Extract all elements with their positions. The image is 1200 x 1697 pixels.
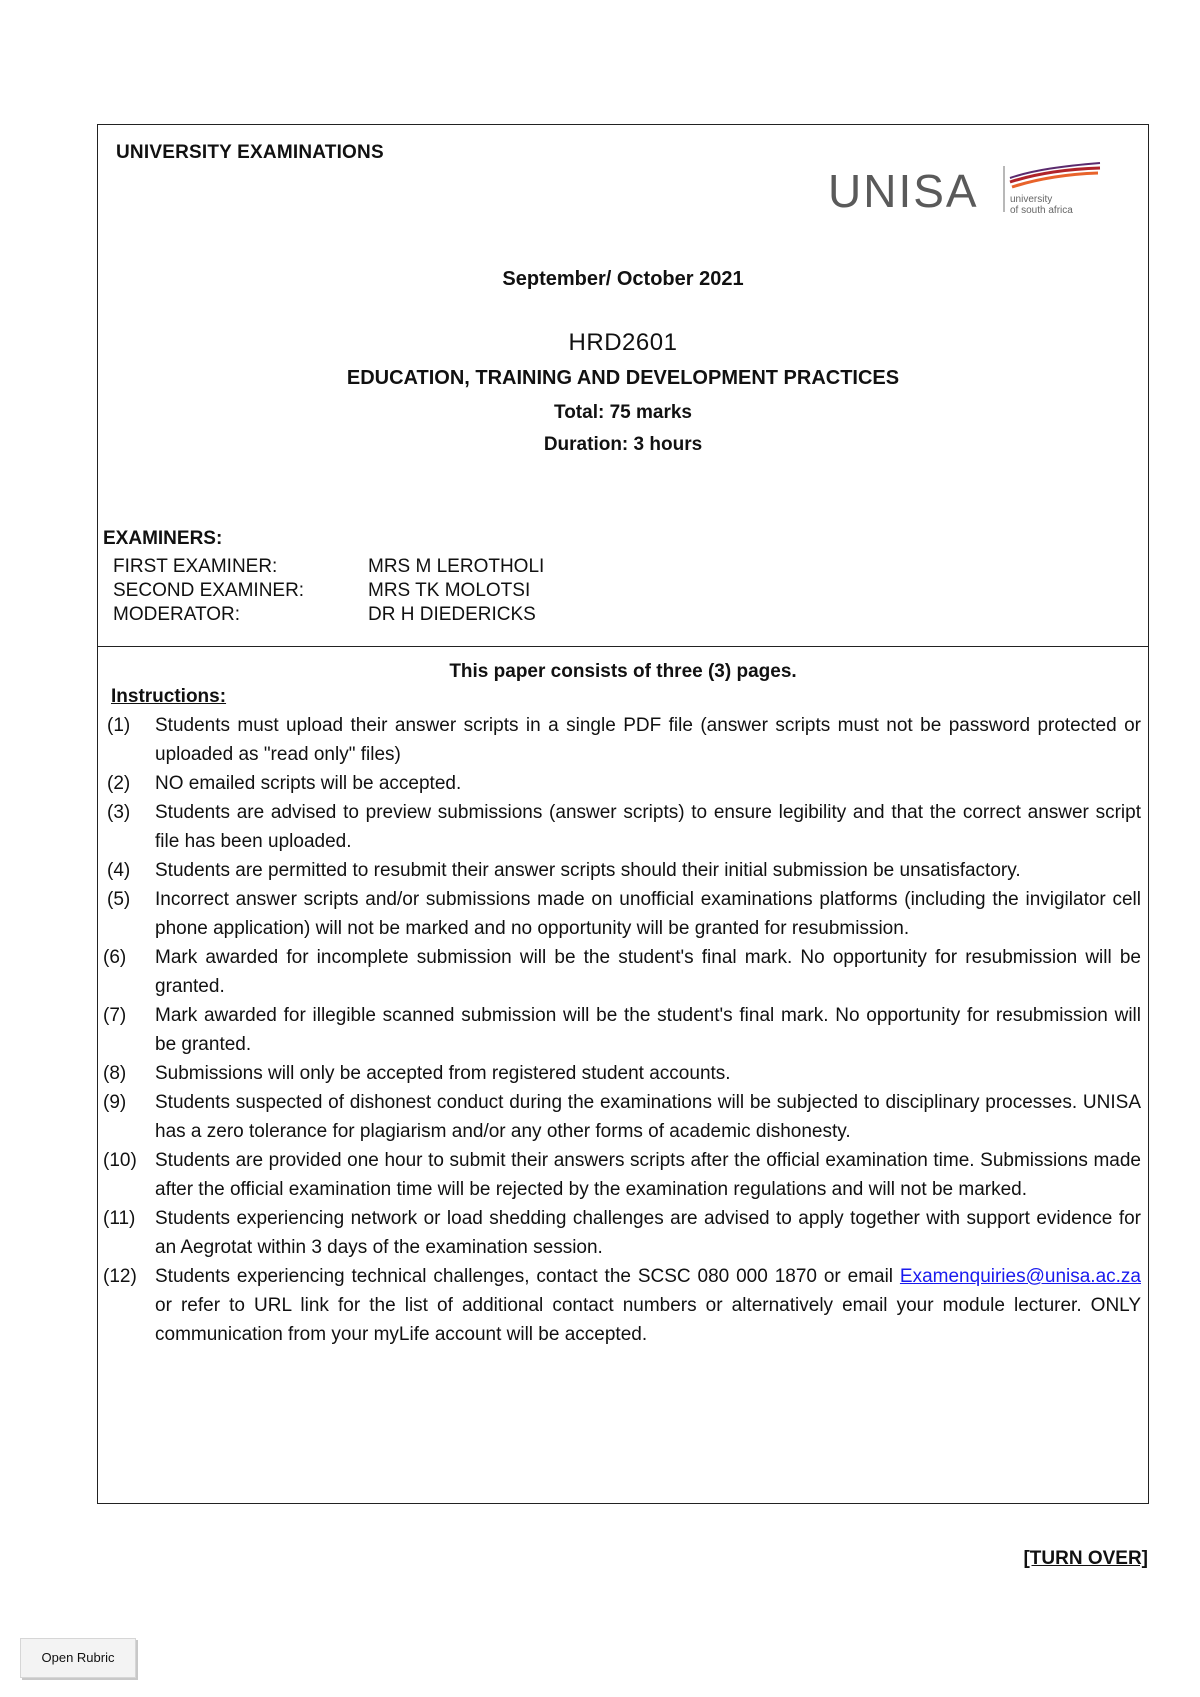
instruction-item: [103, 1262, 1141, 1349]
instruction-text: Students must upload their answer scripts in a single PDF file (answer scripts must not be password protected or uploaded as "read only" files): [155, 715, 1141, 765]
instruction-number: (8): [103, 1063, 127, 1084]
open-rubric-button[interactable]: Open Rubric: [20, 1638, 136, 1678]
instruction-number: (1): [107, 715, 131, 736]
examiner-row-second: [113, 580, 813, 604]
examiner-name: MRS M LEROTHOLI: [368, 556, 545, 577]
instruction-number: (7): [103, 1005, 127, 1026]
examiners-heading: EXAMINERS:: [103, 528, 223, 549]
instruction-item: [103, 943, 1141, 1001]
instruction-number: (11): [103, 1208, 136, 1229]
instructions-heading: Instructions:: [111, 686, 227, 707]
instruction-text: Students experiencing network or load shedding challenges are advised to apply together with support evidence for an Aegrotat within 3 days of the examination session.: [155, 1208, 1141, 1258]
examiner-row-first: [113, 556, 813, 580]
instruction-text: Students are permitted to resubmit their answer scripts should their initial submission be unsatisfactory.: [155, 860, 1021, 881]
instruction-number: (12): [103, 1266, 137, 1287]
exam-date: September/ October 2021: [502, 268, 744, 290]
module-code: HRD2601: [568, 329, 678, 356]
examiner-name: DR H DIEDERICKS: [368, 604, 536, 625]
instruction-number: (6): [103, 947, 127, 968]
instruction-text: Submissions will only be accepted from registered student accounts.: [155, 1063, 731, 1084]
instruction-item: [103, 711, 1141, 769]
instruction-text-after: or refer to URL link for the list of additional contact numbers or alternatively email your module lecturer. ONLY communication from your myLife account will be accepted.: [155, 1295, 1141, 1345]
instructions-list: [103, 711, 1141, 1349]
instruction-text: Students suspected of dishonest conduct during the examinations will be subjected to disciplinary processes. UNISA has a zero tolerance for plagiarism and/or any other forms of academic dishonesty.: [155, 1092, 1141, 1142]
instruction-text-before: Students experiencing technical challenges, contact the SCSC 080 000 1870 or email: [155, 1266, 900, 1287]
exam-duration: Duration: 3 hours: [543, 434, 703, 455]
page-count-note: This paper consists of three (3) pages.: [449, 661, 797, 682]
exam-heading: UNIVERSITY EXAMINATIONS: [116, 142, 384, 163]
instruction-item: [103, 1001, 1141, 1059]
logo-swoosh-orange: [1012, 173, 1098, 187]
instruction-item: [103, 798, 1141, 856]
instruction-number: (10): [103, 1150, 137, 1171]
exam-enquiries-email-link[interactable]: Examenquiries@unisa.ac.za: [899, 1266, 1141, 1287]
examiner-row-moderator: [113, 604, 813, 628]
examiner-role: MODERATOR:: [113, 604, 241, 625]
logo-wordmark: UNISA: [828, 165, 979, 217]
instruction-number: (9): [103, 1092, 127, 1113]
instruction-item: [103, 885, 1141, 943]
instruction-text: Mark awarded for incomplete submission will be the student's final mark. No opportunity for resubmission will be granted.: [155, 947, 1141, 997]
turn-over-note: [TURN OVER]: [1023, 1548, 1148, 1569]
instruction-text: NO emailed scripts will be accepted.: [155, 773, 462, 794]
examiner-name: MRS TK MOLOTSI: [368, 580, 531, 601]
examiner-role: SECOND EXAMINER:: [113, 580, 305, 601]
instruction-item: [103, 1204, 1141, 1262]
instruction-item: [103, 1059, 1141, 1088]
instruction-number: (4): [107, 860, 131, 881]
instruction-item: [103, 856, 1141, 885]
instruction-number: (5): [107, 889, 131, 910]
instruction-text: Incorrect answer scripts and/or submissions made on unofficial examinations platforms (including the invigilator cell phone application) will not be marked and no opportunity will be granted for resubmission.: [155, 889, 1141, 939]
logo-tagline-2: of south africa: [1010, 205, 1073, 216]
instruction-text: Students are provided one hour to submit their answers scripts after the official examination time. Submissions made after the official examination time will be rejected by the examination regulations and will not be marked.: [155, 1150, 1141, 1200]
module-title: EDUCATION, TRAINING AND DEVELOPMENT PRACTICES: [346, 367, 900, 389]
examiner-role: FIRST EXAMINER:: [113, 556, 278, 577]
instruction-text: Mark awarded for illegible scanned submission will be the student's final mark. No opportunity for resubmission will be granted.: [155, 1005, 1141, 1055]
total-marks: Total: 75 marks: [554, 402, 692, 423]
instruction-item: [103, 1146, 1141, 1204]
unisa-logo: [828, 160, 1108, 220]
instruction-item: [103, 1088, 1141, 1146]
section-divider: [97, 646, 1149, 647]
instruction-number: (2): [107, 773, 131, 794]
logo-tagline-1: university: [1010, 194, 1053, 205]
instruction-number: (3): [107, 802, 131, 823]
instruction-text: Students are advised to preview submissions (answer scripts) to ensure legibility and that the correct answer script file has been uploaded.: [155, 802, 1141, 852]
instruction-item: [103, 769, 1141, 798]
